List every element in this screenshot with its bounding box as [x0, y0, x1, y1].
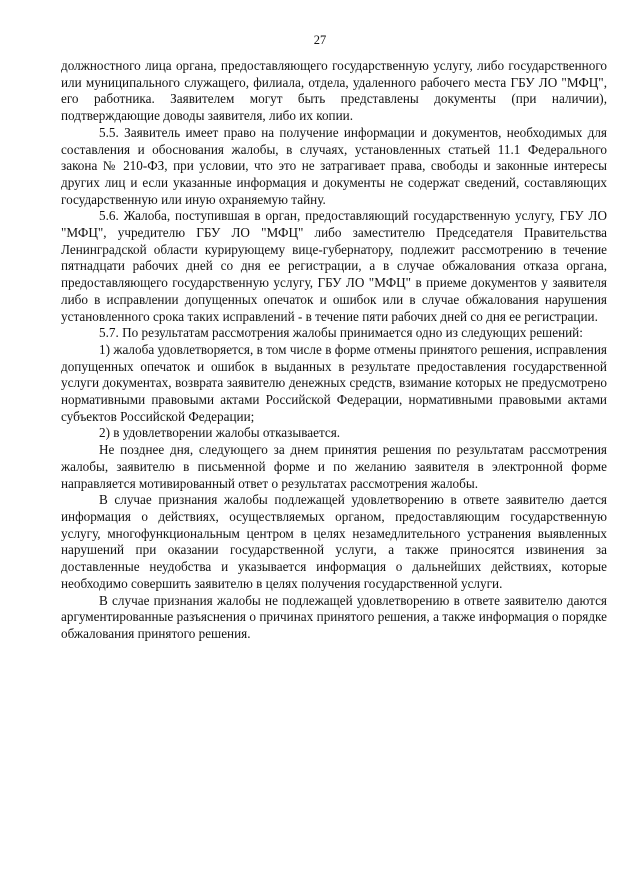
decision-option-2: 2) в удовлетворении жалобы отказывается. — [99, 425, 341, 441]
paragraph-5-7: 5.7. По результатам рассмотрения жалобы принимается одно из следующих решений: — [99, 325, 583, 341]
decision-option-1: 1) жалоба удовлетворяется, в том числе в форме отмены принятого решения, исправления допущенных опечаток и ошибок в выданных в результате предоставления государственной услуги документах, возврата заявителю денежных средств, взимание которых не предусмотрено нормативными правовыми актами Российской Федерации, нормативными правовыми актами субъектов Российской Федерации; — [61, 341, 607, 424]
page-number: 27 — [313, 33, 327, 47]
paragraph-complaint-satisfied: В случае признания жалобы подлежащей удовлетворению в ответе заявителю дается информация о действиях, осуществляемых органом, предоставляющим государственную услугу, многофункциональным центром в целях незамедлительного устранения выявленных нарушений при оказании государственной услуги, а также приносятся извинения за доставленные неудобства и указывается информация о дальнейших действиях, которые необходимо совершить заявителю в целях получения государственной услуги. — [61, 492, 607, 591]
paragraph-response-deadline: Не позднее дня, следующего за днем принятия решения по результатам рассмотрения жалобы, заявителю в письменной форме и по желанию заявителя в электронной форме направляется мотивированный ответ о результатах рассмотрения жалобы. — [61, 442, 607, 491]
paragraph-complaint-rejected: В случае признания жалобы не подлежащей удовлетворению в ответе заявителю даются аргументированные разъяснения о причинах принятого решения, а также информация о порядке обжалования принятого решения. — [61, 592, 607, 641]
document-body — [61, 58, 607, 643]
paragraph-5-6: 5.6. Жалоба, поступившая в орган, предоставляющий государственную услугу, ГБУ ЛО "МФЦ", учредителю ГБУ ЛО "МФЦ" либо заместителю Председателя Правительства Ленинградской области курирующему вице-губернатору, подлежит рассмотрению в течение пятнадцати рабочих дней со дня ее регистрации, а в случае обжалования отказа органа, предоставляющего государственную услугу, ГБУ ЛО "МФЦ" в приеме документов у заявителя либо в исправлении допущенных опечаток и ошибок или в случае обжалования нарушения установленного срока таких исправлений - в течение пяти рабочих дней со дня ее регистрации. — [61, 208, 607, 324]
paragraph-continuation: должностного лица органа, предоставляющего государственную услугу, либо государственного или муниципального служащего, филиала, отдела, удаленного рабочего места ГБУ ЛО "МФЦ", его работника. Заявителем могут быть представлены документы (при наличии), подтверждающие доводы заявителя, либо их копии. — [61, 58, 607, 124]
paragraph-5-5: 5.5. Заявитель имеет право на получение информации и документов, необходимых для составления и обоснования жалобы, в случаях, установленных статьей 11.1 Федерального закона № 210-ФЗ, при условии, что это не затрагивает права, свободы и законные интересы других лиц и если указанные информация и документы не содержат сведений, составляющих государственную или иную охраняемую тайну. — [61, 124, 607, 207]
